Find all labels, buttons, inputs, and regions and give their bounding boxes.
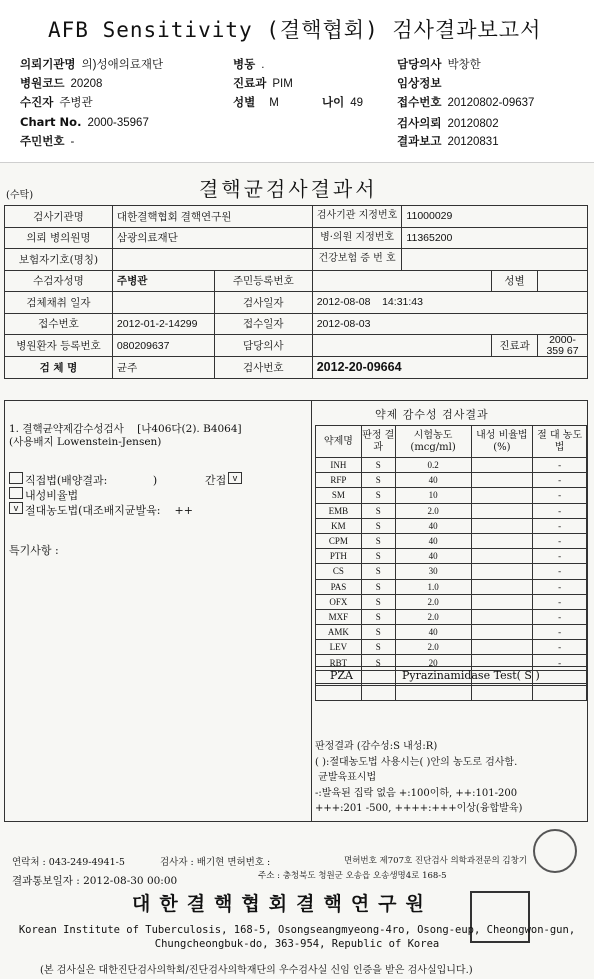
table-cell: -: [533, 640, 587, 655]
table-row: 보험자기호(명칭) 건강보험 증 번 호: [5, 249, 588, 271]
table-cell: CS: [316, 564, 362, 579]
col-absolute-method: 절 대 농도법: [533, 426, 587, 458]
table-cell: -: [533, 518, 587, 533]
table-cell: SM: [316, 488, 362, 503]
table-cell: EMB: [316, 503, 362, 518]
col-concentration: 시험농도 (mcg/ml): [395, 426, 471, 458]
direct-method-checkbox: [9, 472, 23, 484]
scanned-result-form: [0, 163, 594, 979]
header-field: 수진자 주병관: [20, 95, 93, 109]
table-row: 검체채취 일자 검사일자 2012-08-08 14:31:43: [5, 292, 588, 314]
table-row: [316, 625, 587, 640]
table-cell: [471, 625, 533, 640]
indirect-method-label: 간접: [205, 474, 227, 487]
header-field: 주민번호 -: [20, 134, 75, 148]
table-row: [316, 564, 587, 579]
table-cell: [471, 609, 533, 624]
table-cell: 40: [395, 549, 471, 564]
table-row: [316, 473, 587, 488]
report-title: AFB Sensitivity (결핵협회) 검사결과보고서: [48, 18, 542, 42]
header-field: 나이 49: [322, 95, 364, 109]
table-row: 검 체 명 균주 검사번호 2012-20-09664: [5, 357, 588, 379]
table-cell: RFP: [316, 473, 362, 488]
table-cell: [471, 564, 533, 579]
lab-phone: 연락처 : 043-249-4941-5: [12, 857, 125, 868]
institute-name: 대한결핵협회결핵연구원: [132, 893, 433, 915]
table-cell: S: [361, 518, 395, 533]
header-field: 병동 .: [233, 57, 265, 71]
pza-row: [315, 666, 587, 684]
table-cell: S: [361, 655, 395, 670]
header-field: 결과보고 20120831: [397, 134, 499, 148]
table-cell: [471, 579, 533, 594]
form-title: 결핵균검사결과서: [199, 177, 378, 201]
table-cell: [471, 594, 533, 609]
table-row: [316, 518, 587, 533]
header-field: 진료과 PIM: [233, 76, 293, 90]
table-cell: KM: [316, 518, 362, 533]
report-header: [0, 0, 594, 163]
korean-address: 주소 : 충청북도 청원군 오송읍 오송생명4로 168-5: [258, 871, 447, 881]
sensitivity-table: [315, 425, 587, 701]
table-row: [316, 549, 587, 564]
table-row: [316, 458, 587, 473]
table-cell: S: [361, 564, 395, 579]
table-cell: -: [533, 503, 587, 518]
absolute-conc-checkbox: v: [9, 502, 23, 514]
col-result: 판정 결과: [361, 426, 395, 458]
table-cell: [471, 518, 533, 533]
table-cell: -: [533, 549, 587, 564]
table-cell: 40: [395, 518, 471, 533]
table-row: [316, 579, 587, 594]
table-cell: 1.0: [395, 579, 471, 594]
table-cell: S: [361, 625, 395, 640]
table-row: [316, 609, 587, 624]
resistance-ratio-label: 내성비율법: [25, 489, 79, 502]
table-cell: RBT: [316, 655, 362, 670]
table-cell: 2.0: [395, 640, 471, 655]
table-cell: OFX: [316, 594, 362, 609]
table-cell: -: [533, 655, 587, 670]
certification-note: (본 검사실은 대한진단검사의학회/진단검사의학재단의 우수검사실 신임 인증을 받은 검사실입니다.): [40, 965, 473, 976]
table-cell: LEV: [316, 640, 362, 655]
table-cell: INH: [316, 458, 362, 473]
table-cell: 0.2: [395, 458, 471, 473]
table-cell: S: [361, 609, 395, 624]
table-cell: S: [361, 503, 395, 518]
table-row: 수검자성명 주병관 주민등록번호 성별: [5, 270, 588, 292]
table-cell: -: [533, 473, 587, 488]
table-cell: -: [533, 533, 587, 548]
stamp-seal: [533, 829, 577, 873]
table-cell: [471, 533, 533, 548]
method-title: 1. 결핵균약제감수성검사 [나406다(2). B4064] (사용배지 Lowenstein-Jensen): [9, 423, 242, 448]
header-field: 병원코드 20208: [20, 76, 103, 90]
table-cell: 20: [395, 655, 471, 670]
table-row: 의뢰 병의원명 삼광의료재단 병·의원 지정번호 11365200: [5, 227, 588, 249]
table-cell: PAS: [316, 579, 362, 594]
table-cell: [471, 640, 533, 655]
table-cell: S: [361, 533, 395, 548]
header-field: 임상정보: [397, 76, 442, 90]
table-cell: [471, 458, 533, 473]
table-cell: 2.0: [395, 594, 471, 609]
table-cell: 2.0: [395, 503, 471, 518]
table-cell: PTH: [316, 549, 362, 564]
resistance-ratio-checkbox: [9, 487, 23, 499]
table-cell: CPM: [316, 533, 362, 548]
license-number: 면허번호 제707호 진단검사 의학과전문의 김창기: [344, 856, 528, 866]
table-cell: [471, 503, 533, 518]
interpretation-notes: 판정결과 (감수성:S 내성:R) ( ):절대농도법 사용시는( )안의 농도로 검사함. 균발육표시법 -:발육된 집락 없음 +:100이하, ++:101-200 +++:201 -500, ++++:+++이상(융합발육): [315, 741, 523, 814]
header-field: 접수번호 20120802-09637: [397, 95, 535, 109]
header-field: 의뢰기관명 의)성애의료재단: [20, 57, 164, 71]
table-cell: [471, 488, 533, 503]
table-cell: S: [361, 594, 395, 609]
sensitivity-table-wrap: [315, 425, 587, 701]
sensitivity-title: 약제 감수성 검사결과: [375, 408, 489, 421]
table-cell: -: [533, 609, 587, 624]
result-section: [4, 400, 588, 822]
table-row: [316, 503, 587, 518]
table-cell: [471, 473, 533, 488]
table-cell: -: [533, 625, 587, 640]
table-cell: 10: [395, 488, 471, 503]
header-field: 검사의뢰 20120802: [397, 116, 499, 130]
section-divider: [311, 401, 312, 821]
special-notes-label: 특기사항 :: [9, 544, 59, 557]
table-cell: -: [533, 564, 587, 579]
table-row: [316, 488, 587, 503]
pza-value: Pyrazinamidase Test( S ): [402, 669, 540, 682]
table-cell: S: [361, 458, 395, 473]
table-cell: 40: [395, 533, 471, 548]
table-cell: -: [533, 579, 587, 594]
info-table: [4, 205, 588, 379]
form-tag: (수탁): [6, 190, 34, 201]
table-row: 접수번호 2012-01-2-14299 접수일자 2012-08-03: [5, 313, 588, 335]
table-row: 검사기관명 대한결핵협회 결핵연구원 검사기관 지정번호 11000029: [5, 206, 588, 228]
table-cell: -: [533, 488, 587, 503]
table-row: 병원환자 등록번호 080209637 담당의사 진료과 2000-359 67: [5, 335, 588, 357]
table-row: [316, 533, 587, 548]
table-cell: [471, 549, 533, 564]
table-cell: S: [361, 549, 395, 564]
english-address: Korean Institute of Tuberculosis, 168-5, Osongseangmyeong-4ro, Osong-eup, Cheongwon-gun, Chungcheongbuk-do, 363-954, Republic of Korea: [18, 924, 576, 950]
table-cell: MXF: [316, 609, 362, 624]
table-cell: S: [361, 579, 395, 594]
direct-method-label: 직접법(배양결과: ): [25, 474, 158, 487]
table-row: [316, 594, 587, 609]
table-cell: -: [533, 594, 587, 609]
table-cell: S: [361, 473, 395, 488]
absolute-conc-label: 절대농도법(대조배지균발육: ++: [25, 504, 193, 517]
table-cell: AMK: [316, 625, 362, 640]
examiner: 검사자 : 배기현 면허번호 :: [160, 857, 271, 868]
header-field: 담당의사 박창한: [397, 57, 481, 71]
table-row: [316, 640, 587, 655]
table-cell: -: [533, 458, 587, 473]
table-cell: 40: [395, 625, 471, 640]
table-cell: 30: [395, 564, 471, 579]
table-row: [316, 685, 587, 700]
header-field: 성별 M: [233, 95, 279, 109]
col-ratio-method: 내성 비율법(%): [471, 426, 533, 458]
table-cell: S: [361, 640, 395, 655]
table-cell: 2.0: [395, 609, 471, 624]
header-field: Chart No. 2000-35967: [20, 115, 149, 129]
report-date: 결과통보일자 : 2012-08-30 00:00: [12, 875, 178, 887]
table-cell: S: [361, 488, 395, 503]
table-header-row: [316, 426, 587, 458]
indirect-method-checkbox: v: [228, 472, 242, 484]
table-cell: 40: [395, 473, 471, 488]
col-drug: 약제명: [316, 426, 362, 458]
pza-label: PZA: [330, 669, 353, 682]
